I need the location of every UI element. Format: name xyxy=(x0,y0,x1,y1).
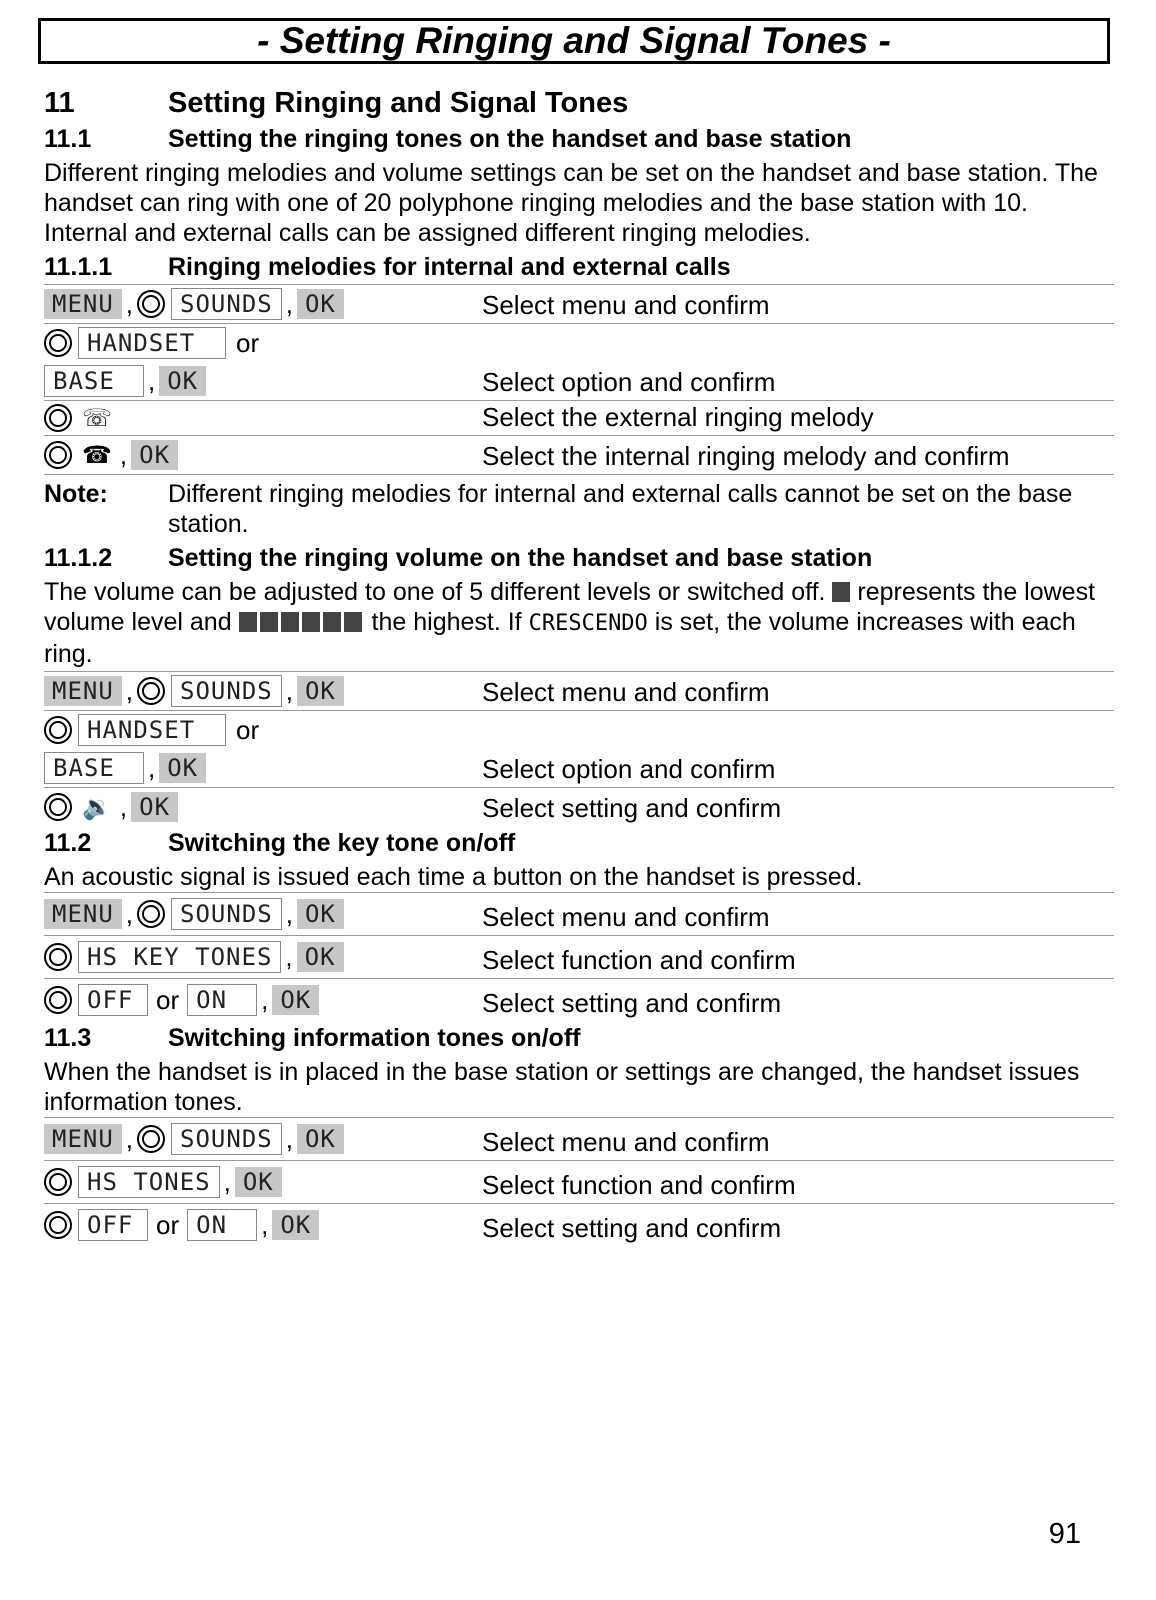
menu-key[interactable]: MENU xyxy=(44,289,122,319)
ok-key[interactable]: OK xyxy=(297,289,344,319)
step-row: HANDSET or BASE , OK Select option and confirm xyxy=(44,324,1114,401)
volume-icon: 🔉 xyxy=(82,793,112,821)
hs-key-tones-option[interactable]: HS KEY TONES xyxy=(78,941,281,973)
navigation-key-icon[interactable] xyxy=(44,716,72,744)
step-description: Select the external ringing melody xyxy=(482,402,874,432)
step-description: Select setting and confirm xyxy=(482,1213,782,1243)
step-description: Select the internal ringing melody and confirm xyxy=(482,441,1010,471)
chapter-banner: - Setting Ringing and Signal Tones - xyxy=(38,18,1110,64)
section-11-1-body: Different ringing melodies and volume settings can be set on the handset and base station. The handset can ring with one of 20 polyphone ringing melodies and the base station with 10. Internal and external calls can be assigned different ringing melodies. xyxy=(44,159,1098,247)
step-description: Select setting and confirm xyxy=(482,988,782,1018)
navigation-key-icon[interactable] xyxy=(137,677,165,705)
navigation-key-icon[interactable] xyxy=(137,900,165,928)
hs-tones-option[interactable]: HS TONES xyxy=(78,1166,220,1198)
steps-11-1-1 xyxy=(44,284,1114,475)
section-11-1-2-heading: 11.1.2 Setting the ringing volume on the handset and base station xyxy=(44,544,873,572)
steps-11-1-2 xyxy=(44,671,1114,826)
off-option[interactable]: OFF xyxy=(78,984,148,1016)
base-option[interactable]: BASE xyxy=(44,365,144,397)
on-option[interactable]: ON xyxy=(187,1209,257,1241)
step-description: Select setting and confirm xyxy=(482,793,782,823)
base-option[interactable]: BASE xyxy=(44,752,144,784)
internal-call-icon: ☎ xyxy=(82,441,112,469)
section-11-3-body: When the handset is in placed in the base station or settings are changed, the handset issues information tones. xyxy=(44,1058,1080,1116)
on-option[interactable]: ON xyxy=(187,984,257,1016)
navigation-key-icon[interactable] xyxy=(44,441,72,469)
step-row: ☎ , OK Select the internal ringing melody and confirm xyxy=(44,436,1114,475)
navigation-key-icon[interactable] xyxy=(44,943,72,971)
navigation-key-icon[interactable] xyxy=(44,1168,72,1196)
note: Note: Different ringing melodies for internal and external calls cannot be set on the base station. xyxy=(44,480,1073,538)
step-row: MENU , SOUNDS , OK Select menu and confirm xyxy=(44,1118,1114,1161)
step-description: Select menu and confirm xyxy=(482,290,770,320)
section-11-1-2-body: The volume can be adjusted to one of 5 different levels or switched off. represents the lowest volume level and the highest. If CRESCENDO is set, the volume increases with each ring. xyxy=(44,578,1096,668)
volume-bar-low-icon xyxy=(832,582,850,602)
section-11-3-heading: 11.3 Switching information tones on/off xyxy=(44,1024,581,1052)
navigation-key-icon[interactable] xyxy=(44,986,72,1014)
step-row: OFF or ON , OK Select setting and confirm xyxy=(44,979,1114,1021)
crescendo-label: CRESCENDO xyxy=(528,611,648,636)
navigation-key-icon[interactable] xyxy=(44,1211,72,1239)
step-description: Select menu and confirm xyxy=(482,1127,770,1157)
manual-page xyxy=(44,18,1114,1246)
section-11-1-1-heading: 11.1.1 Ringing melodies for internal and external calls xyxy=(44,253,731,281)
step-description: Select menu and confirm xyxy=(482,902,770,932)
sounds-option[interactable]: SOUNDS xyxy=(171,675,282,707)
sounds-option[interactable]: SOUNDS xyxy=(171,288,282,320)
step-description: Select function and confirm xyxy=(482,945,796,975)
step-description: Select option and confirm xyxy=(482,367,776,397)
step-row: OFF or ON , OK Select setting and confirm xyxy=(44,1204,1114,1246)
step-row xyxy=(44,401,1114,436)
volume-bar-high-icon xyxy=(239,612,365,632)
menu-key[interactable]: MENU xyxy=(44,676,122,706)
navigation-key-icon[interactable] xyxy=(44,793,72,821)
handset-option[interactable]: HANDSET xyxy=(78,327,226,359)
step-row: HS KEY TONES , OK Select function and confirm xyxy=(44,936,1114,979)
menu-key[interactable]: MENU xyxy=(44,899,122,929)
ok-key[interactable]: OK xyxy=(272,985,319,1015)
step-row: MENU , SOUNDS , OK Select menu and confirm xyxy=(44,285,1114,324)
section-11-2-body: An acoustic signal is issued each time a button on the handset is pressed. xyxy=(44,863,863,891)
ok-key[interactable]: OK xyxy=(272,1210,319,1240)
steps-11-2 xyxy=(44,892,1114,1021)
menu-key[interactable]: MENU xyxy=(44,1124,122,1154)
step-row: 🔉 , OK Select setting and confirm xyxy=(44,788,1114,826)
step-description: Select function and confirm xyxy=(482,1170,796,1200)
ok-key[interactable]: OK xyxy=(297,899,344,929)
step-row: HS TONES , OK Select function and confirm xyxy=(44,1161,1114,1204)
step-description: Select menu and confirm xyxy=(482,677,770,707)
step-row: MENU , SOUNDS , OK Select menu and confirm xyxy=(44,893,1114,936)
ok-key[interactable]: OK xyxy=(131,792,178,822)
ok-key[interactable]: OK xyxy=(131,440,178,470)
section-11-1-heading: 11.1 Setting the ringing tones on the handset and base station xyxy=(44,125,852,153)
navigation-key-icon[interactable] xyxy=(137,1125,165,1153)
page-number: 91 xyxy=(1048,1518,1081,1550)
ok-key[interactable]: OK xyxy=(159,366,206,396)
navigation-key-icon[interactable] xyxy=(137,290,165,318)
steps-11-3 xyxy=(44,1117,1114,1246)
navigation-key-icon[interactable] xyxy=(44,404,72,432)
navigation-key-icon[interactable] xyxy=(44,329,72,357)
ok-key[interactable]: OK xyxy=(297,942,344,972)
step-row: HANDSET or BASE , OK Select option and confirm xyxy=(44,711,1114,788)
ok-key[interactable]: OK xyxy=(297,1124,344,1154)
section-11-2-heading: 11.2 Switching the key tone on/off xyxy=(44,829,516,857)
ok-key[interactable]: OK xyxy=(235,1167,282,1197)
sounds-option[interactable]: SOUNDS xyxy=(171,1123,282,1155)
handset-option[interactable]: HANDSET xyxy=(78,714,226,746)
step-row: MENU , SOUNDS , OK Select menu and confirm xyxy=(44,672,1114,711)
sounds-option[interactable]: SOUNDS xyxy=(171,898,282,930)
ok-key[interactable]: OK xyxy=(159,753,206,783)
external-call-icon: ☏ xyxy=(82,404,113,432)
step-description: Select option and confirm xyxy=(482,754,776,784)
section-11-heading: 11 Setting Ringing and Signal Tones xyxy=(44,87,629,119)
ok-key[interactable]: OK xyxy=(297,676,344,706)
off-option[interactable]: OFF xyxy=(78,1209,148,1241)
